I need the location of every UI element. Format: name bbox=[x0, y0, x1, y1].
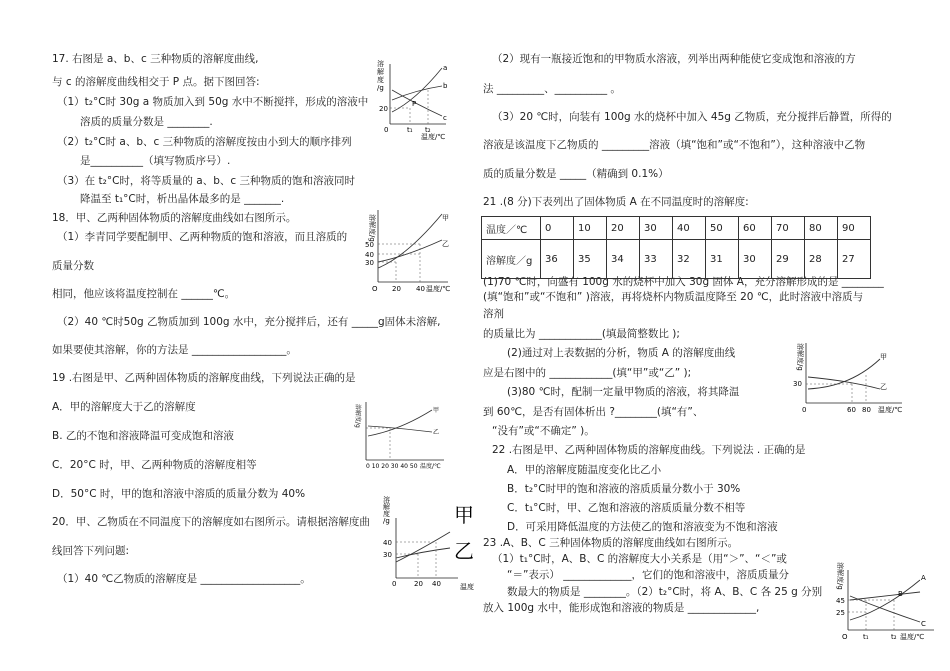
text-line: 相同，他应该将温度控制在 ______℃。 bbox=[52, 288, 236, 300]
curve-label-a: A bbox=[921, 574, 926, 582]
text-line: 23 .A、B、C 三种固体物质的溶解度曲线如右图所示。 bbox=[483, 537, 739, 549]
figure-23-solubility-curves bbox=[834, 560, 942, 668]
tick-label: 0 bbox=[392, 580, 397, 588]
text-line: 的质量比为 ____________(填最简整数比 ); bbox=[483, 328, 680, 340]
table-row bbox=[482, 217, 871, 240]
tick-label: 30 bbox=[793, 380, 802, 388]
figure-19-solubility-curves bbox=[350, 398, 450, 470]
yaxis-label: 溶 bbox=[383, 496, 390, 504]
text-line: （2）40 ℃时50g 乙物质加到 100g 水中，充分搅拌后，还有 _____g固体未溶解, bbox=[57, 316, 441, 328]
xaxis-label: 温度/℃ bbox=[420, 463, 441, 470]
tick-label: O bbox=[842, 633, 848, 641]
table-cell: 32 bbox=[673, 240, 706, 279]
xaxis-label: 温度/℃ bbox=[426, 285, 451, 293]
curve-label-jia: 甲 bbox=[880, 353, 887, 361]
table-cell: 溶解度／g bbox=[482, 240, 541, 279]
text-line: （3）20 ℃时，向装有 100g 水的烧杯中加入 45g 乙物质，充分搅拌后静置，所得的 bbox=[492, 111, 892, 123]
text-line: A．甲的溶解度随温度变化比乙小 bbox=[507, 464, 662, 476]
text-line: 21 .(8 分)下表列出了固体物质 A 在不同温度时的溶解度: bbox=[483, 196, 749, 208]
tick-label: t₁ bbox=[863, 633, 869, 641]
text-line: 数最大的物质是 ________。（2）t₂°C时，将 A、B、C 各 25 g 分别 bbox=[507, 586, 823, 598]
text-line: （1）40 ℃乙物质的溶解度是 ___________________。 bbox=[57, 573, 311, 585]
tick-label: 60 bbox=[847, 406, 856, 414]
tick-label: 40 bbox=[383, 539, 392, 547]
table-cell: 29 bbox=[772, 240, 805, 279]
yaxis-label: 溶 bbox=[377, 60, 384, 68]
curve-label-a: a bbox=[443, 64, 448, 72]
text-line: 溶剂 bbox=[483, 308, 504, 320]
text-line: 22 .右图是甲、乙两种固体物质的溶解度曲线。下列说法 . 正确的是 bbox=[492, 444, 806, 456]
table-cell: 28 bbox=[805, 240, 838, 279]
tick-label: 20 bbox=[414, 580, 423, 588]
table-cell: 30 bbox=[739, 240, 772, 279]
table-cell: 温度／℃ bbox=[482, 217, 541, 240]
text-line: 如果要使其溶解，你的方法是 __________________。 bbox=[52, 344, 297, 356]
table-cell: 31 bbox=[706, 240, 739, 279]
yaxis-label: /g bbox=[377, 84, 384, 92]
text-line: “＝”表示） _____________，它们的饱和溶液中，溶质质量分 bbox=[507, 569, 789, 581]
curve-label-yi: 乙 bbox=[880, 383, 887, 391]
text-line: (3)80 ℃时，配制一定量甲物质的溶液，将其降温 bbox=[507, 386, 740, 398]
text-line: D．可采用降低温度的方法使乙的饱和溶液变为不饱和溶液 bbox=[507, 521, 778, 533]
yaxis-label: 解 bbox=[383, 503, 390, 511]
curve-label-jia: 甲 bbox=[454, 503, 474, 527]
table-cell: 50 bbox=[706, 217, 739, 240]
curve-label-c: c bbox=[443, 114, 447, 122]
tick-label: 20 bbox=[392, 285, 401, 293]
text-line: B. 乙的不饱和溶液降温可变成饱和溶液 bbox=[52, 430, 234, 442]
text-line: A．甲的溶解度大于乙的溶解度 bbox=[52, 401, 196, 413]
table-cell: 27 bbox=[838, 240, 871, 279]
tick-label: t₁ bbox=[407, 126, 413, 134]
tick-label: 45 bbox=[836, 597, 845, 605]
xaxis-label: 温度 bbox=[460, 583, 474, 591]
text-line: 放入 100g 水中，能形成饱和溶液的物质是 _____________, bbox=[483, 602, 760, 614]
table-cell: 90 bbox=[838, 217, 871, 240]
tick-label: 0 bbox=[802, 406, 807, 414]
text-line: (1)70 ℃时，向盛有 100g 水的烧杯中加入 30g 固体 A，充分溶解形成的是 ________ bbox=[483, 276, 884, 288]
curve-label-b: B bbox=[898, 590, 903, 598]
text-line: “没有”或“不确定” )。 bbox=[492, 425, 595, 437]
yaxis-label: 度 bbox=[383, 510, 390, 518]
table-cell: 20 bbox=[607, 217, 640, 240]
table-cell: 10 bbox=[574, 217, 607, 240]
text-line: 质量分数 bbox=[52, 260, 94, 272]
table-cell: 70 bbox=[772, 217, 805, 240]
yaxis-label: 溶解度/g bbox=[368, 214, 376, 242]
text-line: C．t₁°C时，甲、乙饱和溶液的溶质质量分数不相等 bbox=[507, 502, 746, 514]
yaxis-label: 解 bbox=[377, 68, 384, 76]
yaxis-label: 溶解度/g bbox=[354, 404, 361, 428]
yaxis-label: 溶解度/g bbox=[796, 343, 804, 371]
text-line: 法 _________、__________ 。 bbox=[483, 83, 621, 95]
text-line: 应是右图中的 ____________(填“甲”或“乙” ); bbox=[483, 367, 692, 379]
xaxis-label: 温度/℃ bbox=[878, 406, 903, 414]
tick-label: 80 bbox=[862, 406, 871, 414]
yaxis-label: /g bbox=[383, 517, 390, 525]
curve-label-yi: 乙 bbox=[442, 240, 449, 248]
text-line: 20．甲、乙物质在不同温度下的溶解度如右图所示。请根据溶解度曲 bbox=[52, 516, 370, 528]
curve-label-jia: 甲 bbox=[433, 407, 440, 414]
text-line: (填“饱和”或“不饱和” )溶液，再将烧杯内物质温度降至 20 ℃，此时溶液中溶质与 bbox=[483, 291, 864, 303]
xaxis-label: 温度/℃ bbox=[900, 633, 925, 641]
figure-21-solubility-curves bbox=[790, 339, 908, 417]
text-line: 19 .右图是甲、乙两种固体物质的溶解度曲线，下列说法正确的是 bbox=[52, 372, 356, 384]
tick-label: 40 bbox=[416, 285, 425, 293]
curve-label-c: C bbox=[921, 620, 926, 628]
table-cell: 34 bbox=[607, 240, 640, 279]
solubility-table bbox=[481, 216, 871, 279]
curve-label-jia: 甲 bbox=[442, 214, 449, 222]
tick-label: 30 bbox=[383, 551, 392, 559]
yaxis-label: 溶解度/g bbox=[836, 562, 844, 590]
text-line: 降温至 t₁°C时，析出晶体最多的是 _______. bbox=[80, 193, 285, 205]
tick-label: O bbox=[372, 285, 378, 293]
text-line: C．20°C 时，甲、乙两种物质的溶解度相等 bbox=[52, 459, 257, 471]
text-line: （2）t₂°C时 a、b、c 三种物质的溶解度按由小到大的顺序排列 bbox=[57, 136, 352, 148]
table-cell: 30 bbox=[640, 217, 673, 240]
tick-label: t₂ bbox=[891, 633, 897, 641]
table-cell: 80 bbox=[805, 217, 838, 240]
text-line: 溶液是该温度下乙物质的 _________溶液（填“饱和”或“不饱和”），这种溶液中乙物 bbox=[483, 139, 866, 151]
table-cell: 0 bbox=[541, 217, 574, 240]
tick-label: 0 10 20 30 40 50 bbox=[366, 463, 418, 470]
text-line: （2）现有一瓶接近饱和的甲物质水溶液，列举出两种能使它变成饱和溶液的方 bbox=[492, 53, 856, 65]
text-line: （1）李青同学要配制甲、乙两种物质的饱和溶液，而且溶质的 bbox=[57, 231, 348, 243]
yaxis-label: 度 bbox=[377, 76, 384, 84]
text-line: 与 c 的溶解度曲线相交于 P 点。据下图回答: bbox=[52, 76, 260, 88]
text-line: 质的质量分数是 _____（精确到 0.1%） bbox=[483, 168, 669, 180]
figure-18-solubility-curves bbox=[362, 206, 452, 294]
figure-20-solubility-curves bbox=[380, 496, 480, 592]
curve-label-yi: 乙 bbox=[454, 539, 474, 563]
table-cell: 35 bbox=[574, 240, 607, 279]
text-line: (2)通过对上表数据的分析，物质 A 的溶解度曲线 bbox=[507, 347, 736, 359]
text-line: 18．甲、乙两种固体物质的溶解度曲线如右图所示。 bbox=[52, 212, 297, 224]
text-line: D．50°C 时，甲的饱和溶液中溶质的质量分数为 40% bbox=[52, 488, 306, 500]
text-line: 溶质的质量分数是 ________. bbox=[80, 116, 213, 128]
text-line: （3）在 t₂°C时，将等质量的 a、b、c 三种物质的饱和溶液同时 bbox=[57, 175, 355, 187]
table-row bbox=[482, 240, 871, 279]
tick-label: 0 bbox=[384, 126, 389, 134]
text-line: 到 60℃，是否有固体析出 ?________(填“有”、 bbox=[483, 406, 704, 418]
tick-label: 40 bbox=[365, 251, 374, 259]
text-line: 是__________（填写物质序号）. bbox=[80, 155, 231, 167]
point-label-p: P bbox=[412, 100, 417, 108]
tick-label: 40 bbox=[432, 580, 441, 588]
curve-label-b: b bbox=[443, 82, 448, 90]
text-line: （1）t₂°C时 30g a 物质加入到 50g 水中不断搅拌，形成的溶液中 bbox=[57, 96, 369, 108]
table-cell: 40 bbox=[673, 217, 706, 240]
tick-label: t₂ bbox=[425, 126, 431, 134]
text-line: 线回答下列问题: bbox=[52, 545, 130, 557]
tick-label: 20 bbox=[379, 105, 388, 113]
table-cell: 33 bbox=[640, 240, 673, 279]
text-line: （1）t₁°C时，A、B、C 的溶解度大小关系是（用“＞”、“＜”或 bbox=[492, 553, 787, 565]
text-line: B．t₂°C时甲的饱和溶液的溶质质量分数小于 30% bbox=[507, 483, 741, 495]
tick-label: 50 bbox=[365, 241, 374, 249]
tick-label: 25 bbox=[836, 609, 845, 617]
tick-label: 30 bbox=[365, 259, 374, 267]
text-line: 17. 右图是 a、b、c 三种物质的溶解度曲线, bbox=[52, 53, 259, 65]
table-cell: 60 bbox=[739, 217, 772, 240]
figure-17-solubility-curves bbox=[376, 60, 452, 141]
curve-label-yi: 乙 bbox=[433, 429, 440, 436]
table-cell: 36 bbox=[541, 240, 574, 279]
xaxis-label: 温度/℃ bbox=[421, 133, 446, 141]
